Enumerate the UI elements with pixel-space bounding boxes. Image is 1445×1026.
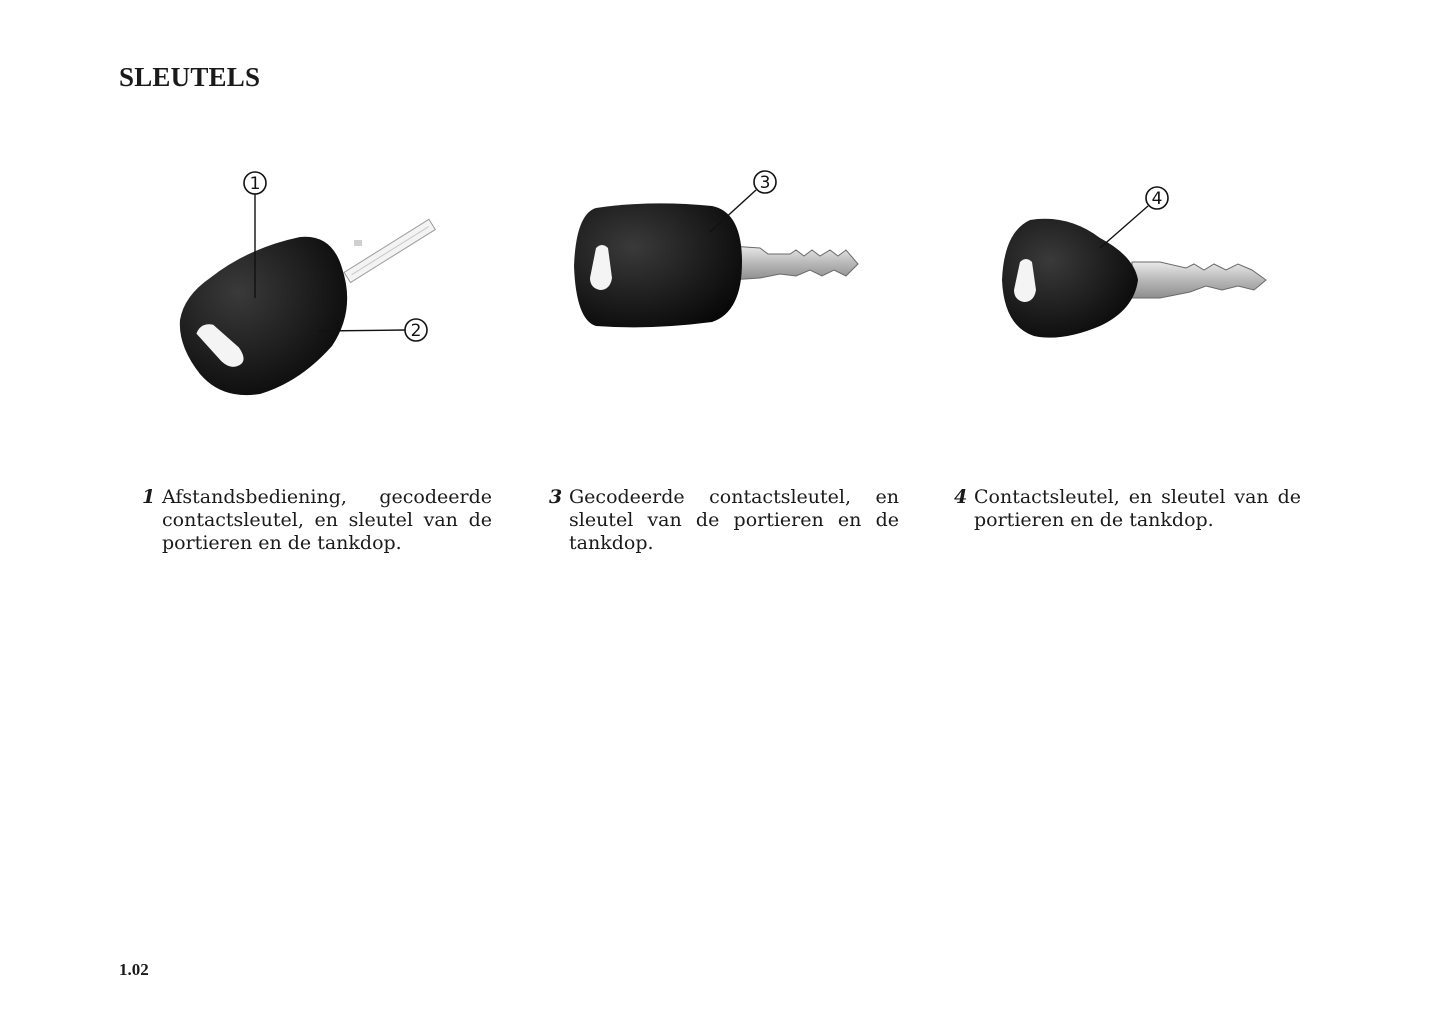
- caption-3-text: Gecodeerde contactsleutel, en sleutel van de portieren en de tankdop.: [569, 486, 899, 554]
- caption-4-text: Contactsleutel, en sleutel van de portieren en de tankdop.: [974, 486, 1301, 531]
- page-title: SLEUTELS: [119, 62, 261, 92]
- caption-1: [142, 486, 492, 555]
- page-number: 1.02: [119, 960, 149, 979]
- caption-3-number: 3: [549, 486, 563, 508]
- caption-4: [954, 486, 1301, 532]
- caption-3: [549, 486, 899, 555]
- contact-key-icon: [1002, 219, 1266, 338]
- remote-key-icon: [180, 219, 435, 395]
- keys-illustration: [0, 150, 1445, 440]
- coded-key-icon: [574, 203, 858, 327]
- callout-4-label: 4: [1151, 189, 1163, 209]
- callout-2-label: 2: [410, 321, 422, 341]
- caption-1-text: Afstandsbediening, gecodeerde contactsleutel, en sleutel van de portieren en de tankdop.: [162, 486, 492, 554]
- caption-4-number: 4: [954, 486, 968, 508]
- caption-1-number: 1: [142, 486, 156, 508]
- callout-3: [710, 171, 776, 232]
- callout-1-label: 1: [249, 174, 261, 194]
- keys-figure: [0, 150, 1445, 440]
- callout-3-label: 3: [759, 173, 771, 193]
- callout-4: [1100, 187, 1168, 248]
